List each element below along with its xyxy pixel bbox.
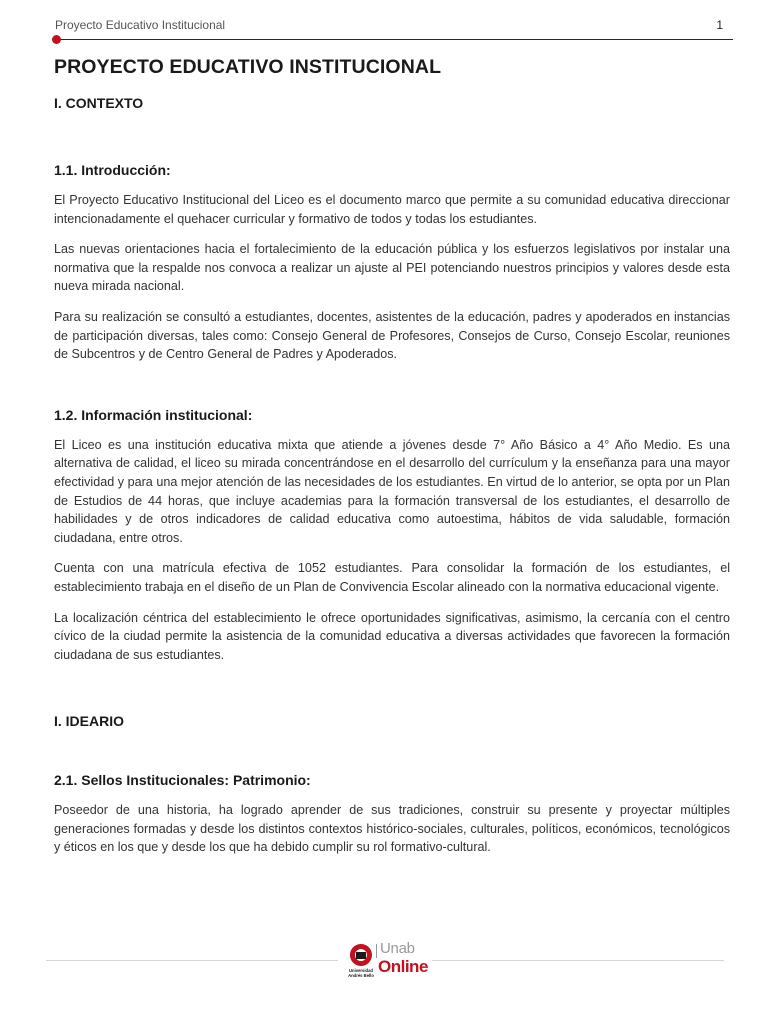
logo-text-unab: Unab (380, 940, 415, 957)
subsection-heading-informacion: 1.2. Información institucional: (54, 406, 253, 423)
paragraph: La localización céntrica del establecimiento le ofrece oportunidades significativas, asimismo, la cercanía con el centro cívico de la ciudad permite la asistencia de la comunidad educativa a diversas actividades que favorecen la formación ciudadana de sus estudiantes. (54, 610, 730, 662)
running-title: Proyecto Educativo Institucional (55, 18, 226, 32)
document-body (54, 56, 730, 857)
paragraph: Poseedor de una historia, ha logrado aprender de sus tradiciones, construir su presente y proyectar múltiples generaciones formadas y desde los distintos contextos histórico-sociales, culturales, políticos, económicos, tecnológicos y éticos en los que y desde los que ha debido cumplir su rol formativo-cultural. (54, 803, 730, 855)
logo-text-online: Online (378, 957, 428, 976)
paragraph: Cuenta con una matrícula efectiva de 1052 estudiantes. Para consolidar la formación de los estudiantes, el establecimiento trabaja en el diseño de un Plan de Convivencia Escolar alineado con la normativa educacional vigente. (54, 561, 730, 594)
footer-rule-right (432, 960, 724, 961)
subsection-heading-sellos: 2.1. Sellos Institucionales: Patrimonio: (54, 772, 311, 789)
paragraph: Para su realización se consultó a estudiantes, docentes, asistentes de la educación, padres y apoderados en instancias de participación diversas, tales como: Consejo General de Profesores, Consejos de Curso, Consejo Escolar, reuniones de Subcentros y de Centro General de Padres y Apoderados. (54, 309, 730, 362)
seal-caption-2: Andrés Bello (348, 973, 374, 978)
unab-online-logo (343, 942, 431, 980)
seal-caption-1: Universidad (349, 968, 373, 973)
paragraph: El Liceo es una institución educativa mixta que atiende a jóvenes desde 7° Año Básico a 4° Año Medio. Es una alternativa de calidad, el liceo su mirada concentrándose en el desarrollo del currículum y la enseñanza para una mayor efectividad y para una mejor atención de las necesidades de los estudiantes. En virtud de lo anterior, se opta por un Plan de Estudios de 44 horas, que incluye academias para la formación transversal de los estudiantes, el desarrollo de habilidades y de otros indicadores de calidad educativa como autoestima, hábitos de vida saludable, formación ciudadana, entre otros. (54, 437, 730, 545)
university-seal-icon (345, 942, 377, 980)
paragraph: El Proyecto Educativo Institucional del Liceo es el documento marco que permite a su comunidad educativa direccionar intencionadamente el quehacer curricular y formativo de todos y todas los estudiantes. (54, 193, 730, 226)
section-heading-ideario: I. IDEARIO (54, 713, 125, 730)
page-number: 1 (716, 18, 723, 32)
document-title: PROYECTO EDUCATIVO INSTITUCIONAL (54, 56, 442, 78)
header-accent-dot (52, 35, 61, 44)
footer-rule-left (46, 960, 338, 961)
section-heading-contexto: I. CONTEXTO (54, 95, 144, 111)
header-rule (57, 39, 733, 40)
logo-divider (376, 944, 377, 958)
running-header (55, 18, 723, 32)
subsection-heading-introduccion: 1.1. Introducción: (54, 162, 171, 178)
paragraph: Las nuevas orientaciones hacia el fortalecimiento de la educación pública y los esfuerzos legislativos por instalar una normativa que la respalde nos convoca a realizar un ajuste al PEI potenciando nuestros principios y valores desde esta nueva mirada nacional. (54, 242, 730, 294)
